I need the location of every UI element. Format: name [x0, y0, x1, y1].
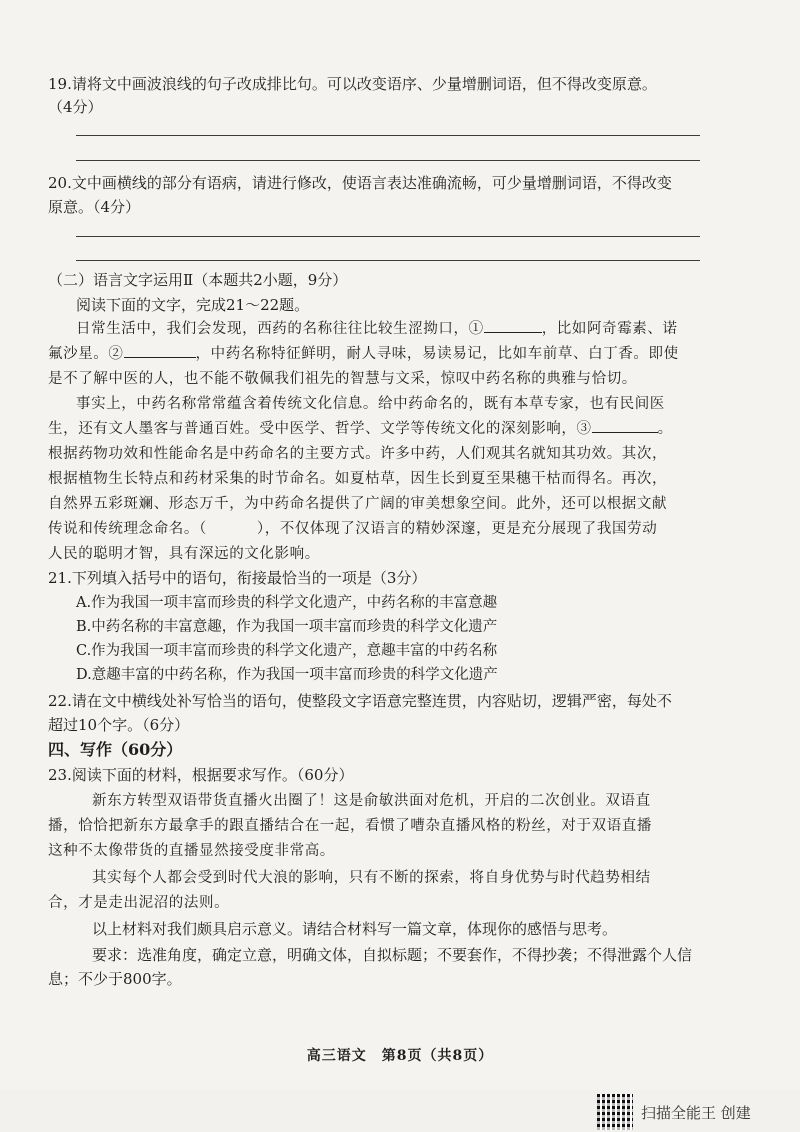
qr-code-icon: [597, 1094, 633, 1130]
passage-line: 根据植物生长特点和药材采集的时节命名。如夏枯草，因生长到夏至果穗干枯而得名。再次，: [48, 471, 668, 487]
answer-line: [76, 260, 700, 261]
fill-blank-2: [124, 343, 196, 358]
watermark-text: 扫描全能王 创建: [641, 1103, 751, 1122]
q21-stem: 21.下列填入括号中的语句，衔接最恰当的一项是（3分）: [48, 569, 427, 587]
q19-line2: （4分）: [48, 98, 103, 116]
passage-line: 事实上，中药名称常常蕴含着传统文化信息。给中药命名的，既有本草专家，也有民间医: [76, 396, 665, 412]
material-line: 新东方转型双语带货直播火出圈了！这是俞敏洪面对危机，开启的二次创业。双语直: [92, 793, 651, 809]
q20-line1: 20.文中画横线的部分有语病，请进行修改，使语言表达准确流畅，可少量增删词语，不得改变: [48, 174, 672, 192]
q21-option-a: A.作为我国一项丰富而珍贵的科学文化遗产，中药名称的丰富意趣: [76, 595, 498, 611]
passage-line: 日常生活中，我们会发现，西药的名称往往比较生涩拗口，① ，比如阿奇霉素、诺: [76, 318, 716, 340]
passage-line: 氟沙星。② ，中药名称特征鲜明，耐人寻味，易读易记，比如车前草、白丁香。即使: [48, 343, 688, 365]
section2-header: （二）语言文字运用Ⅱ（本题共2小题，9分）: [48, 271, 348, 289]
scanner-watermark: [597, 1092, 751, 1132]
passage-line: 自然界五彩斑斓、形态万千，为中药命名提供了广阔的审美想象空间。此外，还可以根据文献: [48, 496, 668, 512]
section4-header: 四、写作（60分）: [48, 740, 183, 759]
answer-line: [76, 160, 700, 161]
requirement-line: 息；不少于800字。: [48, 970, 182, 988]
passage-line: 是不了解中医的人，也不能不敬佩我们祖先的智慧与文采，惊叹中药名称的典雅与恰切。: [48, 371, 637, 387]
q21-option-d: D.意趣丰富的中药名称，作为我国一项丰富而珍贵的科学文化遗产: [76, 667, 498, 683]
q22-line1: 22.请在文中横线处补写恰当的语句，使整段文字语意完整连贯，内容贴切，逻辑严密，每处不: [48, 692, 672, 710]
q20-line2: 原意。（4分）: [48, 198, 141, 216]
task-line: 以上材料对我们颇具启示意义。请结合材料写一篇文章，体现你的感悟与思考。: [92, 920, 618, 938]
answer-line: [76, 135, 700, 136]
material-line: 合，才是走出泥沼的法则。: [48, 895, 230, 911]
passage-line: 传说和传统理念命名。（ ），不仅体现了汉语言的精妙深邃，更是充分展现了我国劳动: [48, 521, 658, 537]
page-footer: 高三语文 第8页（共8页）: [306, 1048, 494, 1064]
passage-line: 根据药物功效和性能命名是中药命名的主要方式。许多中药，人们观其名就知其功效。其次，: [48, 446, 668, 462]
material-line: 这种不太像带货的直播显然接受度非常高。: [48, 843, 335, 859]
answer-line: [76, 236, 700, 237]
passage-line: 人民的聪明才智，具有深远的文化影响。: [48, 546, 320, 562]
fill-blank-1: [484, 318, 542, 333]
passage-line: 生，还有文人墨客与普通百姓。受中医学、哲学、文学等传统文化的深刻影响，③ 。: [48, 418, 688, 440]
q23-stem: 23.阅读下面的材料，根据要求写作。（60分）: [48, 766, 354, 784]
requirement-line: 要求：选准角度，确定立意，明确文体，自拟标题；不要套作，不得抄袭；不得泄露个人信: [92, 946, 693, 964]
material-line: 播，恰恰把新东方最拿手的跟直播结合在一起，看惯了嘈杂直播风格的粉丝，对于双语直播: [48, 818, 652, 834]
section2-intro: 阅读下面的文字，完成21～22题。: [76, 296, 310, 314]
q21-option-c: C.作为我国一项丰富而珍贵的科学文化遗产，意趣丰富的中药名称: [76, 643, 498, 659]
q21-option-b: B.中药名称的丰富意趣，作为我国一项丰富而珍贵的科学文化遗产: [76, 619, 498, 635]
fill-blank-3: [592, 418, 658, 433]
q19-line1: 19.请将文中画波浪线的句子改成排比句。可以改变语序、少量增删词语，但不得改变原意。: [48, 75, 657, 93]
material-line: 其实每个人都会受到时代大浪的影响，只有不断的探索，将自身优势与时代趋势相结: [92, 870, 651, 886]
q22-line2: 超过10个字。（6分）: [48, 716, 190, 734]
